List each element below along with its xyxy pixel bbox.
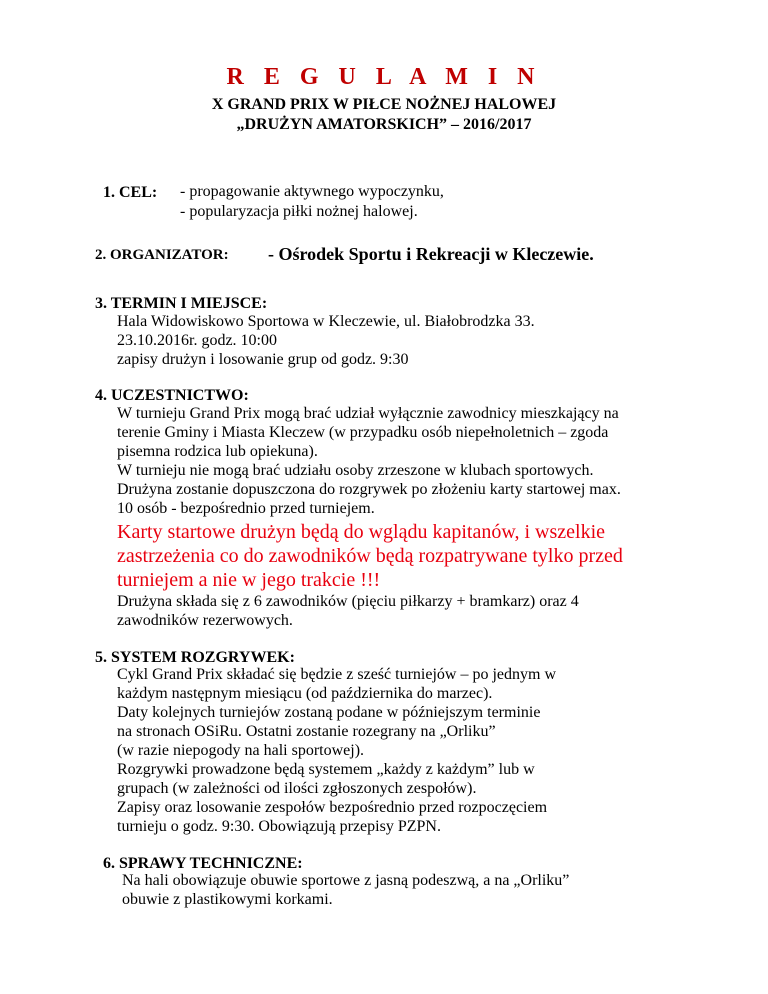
document-subtitle-1: X GRAND PRIX W PIŁCE NOŻNEJ HALOWEJ [211,96,557,113]
section-1-heading: 1. CEL: [103,184,158,201]
section-2-heading: 2. ORGANIZATOR: [95,247,229,263]
section-3-heading: 3. TERMIN I MIEJSCE: [95,295,268,312]
section-4-line: W turnieju nie mogą brać udziału osoby zrzeszone w klubach sportowych. [117,462,594,479]
section-4-line: W turnieju Grand Prix mogą brać udział wyłącznie zawodnicy mieszkający na [117,405,619,422]
section-3-line: Hala Widowiskowo Sportowa w Kleczewie, ul. Białobrodzka 33. [117,313,535,330]
section-5-line: każdym następnym miesiącu (od października do marzec). [117,685,493,702]
section-4-line: zawodników rezerwowych. [117,612,293,629]
section-2-value: - Ośrodek Sportu i Rekreacji w Kleczewie. [268,244,594,264]
section-4-line: 10 osób - bezpośrednio przed turniejem. [117,500,375,517]
section-5-line: Zapisy oraz losowanie zespołów bezpośrednio przed rozpoczęciem [117,799,548,816]
section-4-warning-line: turniejem a nie w jego trakcie !!! [117,569,381,591]
section-5-line: (w razie niepogody na hali sportowej). [117,742,365,759]
section-5-line: na stronach OSiRu. Ostatni zostanie rozegrany na „Orliku” [117,723,496,740]
section-1-item: - propagowanie aktywnego wypoczynku, [180,183,444,200]
document-subtitle-2: „DRUŻYN AMATORSKICH” – 2016/2017 [236,116,532,133]
section-4-warning-line: Karty startowe drużyn będą do wglądu kapitanów, i wszelkie [117,521,605,543]
section-5-line: grupach (w zależności od ilości zgłoszonych zespołów). [117,780,477,797]
section-5-line: Rozgrywki prowadzone będą systemem „każdy z każdym” lub w [117,761,535,778]
section-4-line: Drużyna składa się z 6 zawodników (pięciu piłkarzy + bramkarz) oraz 4 [117,593,579,610]
section-1-item: - popularyzacja piłki nożnej halowej. [180,203,418,220]
section-4-warning-line: zastrzeżenia co do zawodników będą rozpatrywane tylko przed [117,545,623,567]
section-5-heading: 5. SYSTEM ROZGRYWEK: [95,649,295,666]
section-6-line: obuwie z plastikowymi korkami. [122,891,333,908]
section-5-line: Daty kolejnych turniejów zostaną podane w późniejszym terminie [117,704,541,721]
section-4-line: terenie Gminy i Miasta Kleczew (w przypadku osób niepełnoletnich – zgoda [117,424,609,441]
section-4-line: pisemna rodzica lub opiekuna). [117,443,318,460]
document-title: R E G U L A M I N [226,64,542,90]
section-3-line: 23.10.2016r. godz. 10:00 [117,332,277,349]
section-5-line: turnieju o godz. 9:30. Obowiązują przepisy PZPN. [117,818,441,835]
section-4-line: Drużyna zostanie dopuszczona do rozgrywek po złożeniu karty startowej max. [117,481,621,498]
section-5-line: Cykl Grand Prix składać się będzie z sześć turniejów – po jednym w [117,666,556,683]
section-3-line: zapisy drużyn i losowanie grup od godz. 9:30 [117,351,409,368]
section-6-heading: 6. SPRAWY TECHNICZNE: [103,855,303,872]
section-6-line: Na hali obowiązuje obuwie sportowe z jasną podeszwą, a na „Orliku” [122,872,570,889]
section-4-heading: 4. UCZESTNICTWO: [95,387,249,404]
